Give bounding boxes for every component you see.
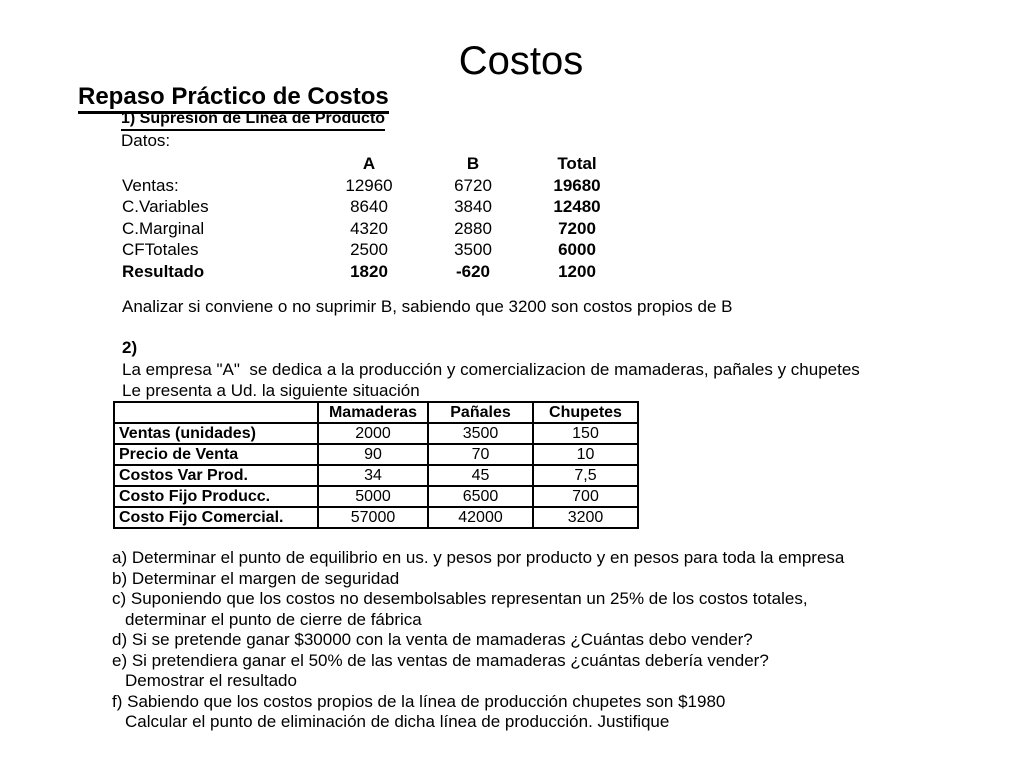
exercise2-intro-line2: Le presenta a Ud. la siguiente situación <box>122 381 420 400</box>
column-header-mamaderas: Mamaderas <box>318 402 428 423</box>
page-title: Costos <box>458 39 584 83</box>
table-cell: 45 <box>428 465 533 486</box>
table-cell: 42000 <box>428 507 533 528</box>
question-f: f) Sabiendo que los costos propios de la línea de producción chupetes son $1980 <box>112 691 726 711</box>
table-row <box>122 175 629 197</box>
table-header-row <box>122 153 629 175</box>
table-row <box>122 196 629 218</box>
table-row <box>114 423 638 444</box>
exercise2-intro-line1: La empresa "A" se dedica a la producción y comercializacion de mamaderas, pañales y chupetes <box>122 360 860 379</box>
question-d: d) Si se pretende ganar $30000 con la venta de mamaderas ¿Cuántas debo vender? <box>112 630 753 649</box>
cell-a: 4320 <box>350 218 388 238</box>
row-label: Costo Fijo Producc. <box>114 486 318 507</box>
table-row <box>114 465 638 486</box>
table-row <box>114 444 638 465</box>
table-cell: 5000 <box>318 486 428 507</box>
main-heading: Repaso Práctico de Costos <box>78 84 389 114</box>
cell-b: 6720 <box>454 175 492 195</box>
exercise2-table <box>113 401 639 529</box>
cell-total: 19680 <box>553 175 601 195</box>
exercise1-heading: 1) Supresión de Línea de Producto <box>121 110 385 131</box>
table-row <box>122 218 629 240</box>
table-cell: 3200 <box>533 507 638 528</box>
column-header-panales: Pañales <box>428 402 533 423</box>
table-cell: 90 <box>318 444 428 465</box>
table-row-resultado <box>122 261 629 283</box>
cell-b: 3500 <box>454 240 492 259</box>
table-cell: 700 <box>533 486 638 507</box>
column-header-a: A <box>362 154 376 173</box>
table-cell: 70 <box>428 444 533 465</box>
question-b: b) Determinar el margen de seguridad <box>112 568 400 588</box>
table-cell: 7,5 <box>533 465 638 486</box>
question-c-cont: determinar el punto de cierre de fábrica <box>125 609 422 629</box>
table-cell: 6500 <box>428 486 533 507</box>
row-label: CFTotales <box>122 240 199 259</box>
question-list <box>112 548 844 733</box>
table-cell: 150 <box>533 423 638 444</box>
table-cell: 2000 <box>318 423 428 444</box>
row-label: C.Variables <box>122 197 209 216</box>
column-header-chupetes: Chupetes <box>533 402 638 423</box>
table-row <box>114 507 638 528</box>
table-cell: 57000 <box>318 507 428 528</box>
cell-b: 3840 <box>454 197 492 216</box>
question-e-cont: Demostrar el resultado <box>125 671 297 690</box>
cell-b: 2880 <box>454 218 492 238</box>
exercise1-data-block <box>122 153 629 282</box>
question-f-cont: Calcular el punto de eliminación de dicha línea de producción. Justifique <box>125 712 670 731</box>
row-label: Ventas: <box>122 175 179 195</box>
cell-total: 1200 <box>558 261 596 281</box>
cell-a: 12960 <box>345 175 393 195</box>
row-label: Costos Var Prod. <box>114 465 318 486</box>
corner-cell <box>114 402 318 423</box>
cell-total: 7200 <box>558 218 596 238</box>
row-label: Costo Fijo Comercial. <box>114 507 318 528</box>
cell-total: 12480 <box>553 197 601 216</box>
datos-label: Datos: <box>121 131 171 150</box>
question-c: c) Suponiendo que los costos no desembolsables representan un 25% de los costos totales, <box>112 589 808 608</box>
table-cell: 10 <box>533 444 638 465</box>
corner-cell <box>122 153 317 175</box>
cell-a: 2500 <box>350 240 388 259</box>
exercise1-note: Analizar si conviene o no suprimir B, sabiendo que 3200 son costos propios de B <box>122 297 733 316</box>
table-cell: 3500 <box>428 423 533 444</box>
cell-a: 1820 <box>350 261 388 281</box>
table-row <box>122 239 629 261</box>
row-label: Precio de Venta <box>114 444 318 465</box>
table-row <box>114 486 638 507</box>
question-a: a) Determinar el punto de equilibrio en us. y pesos por producto y en pesos para toda la empresa <box>112 548 845 567</box>
cell-a: 8640 <box>350 197 388 216</box>
column-header-b: B <box>466 154 480 173</box>
table-header-row <box>114 402 638 423</box>
question-e: e) Si pretendiera ganar el 50% de las ventas de mamaderas ¿cuántas debería vender? <box>112 650 769 670</box>
column-header-total: Total <box>557 154 597 173</box>
exercise2-number: 2) <box>122 338 138 357</box>
row-label: Resultado <box>122 261 205 281</box>
row-label: Ventas (unidades) <box>114 423 318 444</box>
row-label: C.Marginal <box>122 218 205 238</box>
table-cell: 34 <box>318 465 428 486</box>
cell-b: -620 <box>455 261 491 281</box>
cell-total: 6000 <box>558 240 596 259</box>
